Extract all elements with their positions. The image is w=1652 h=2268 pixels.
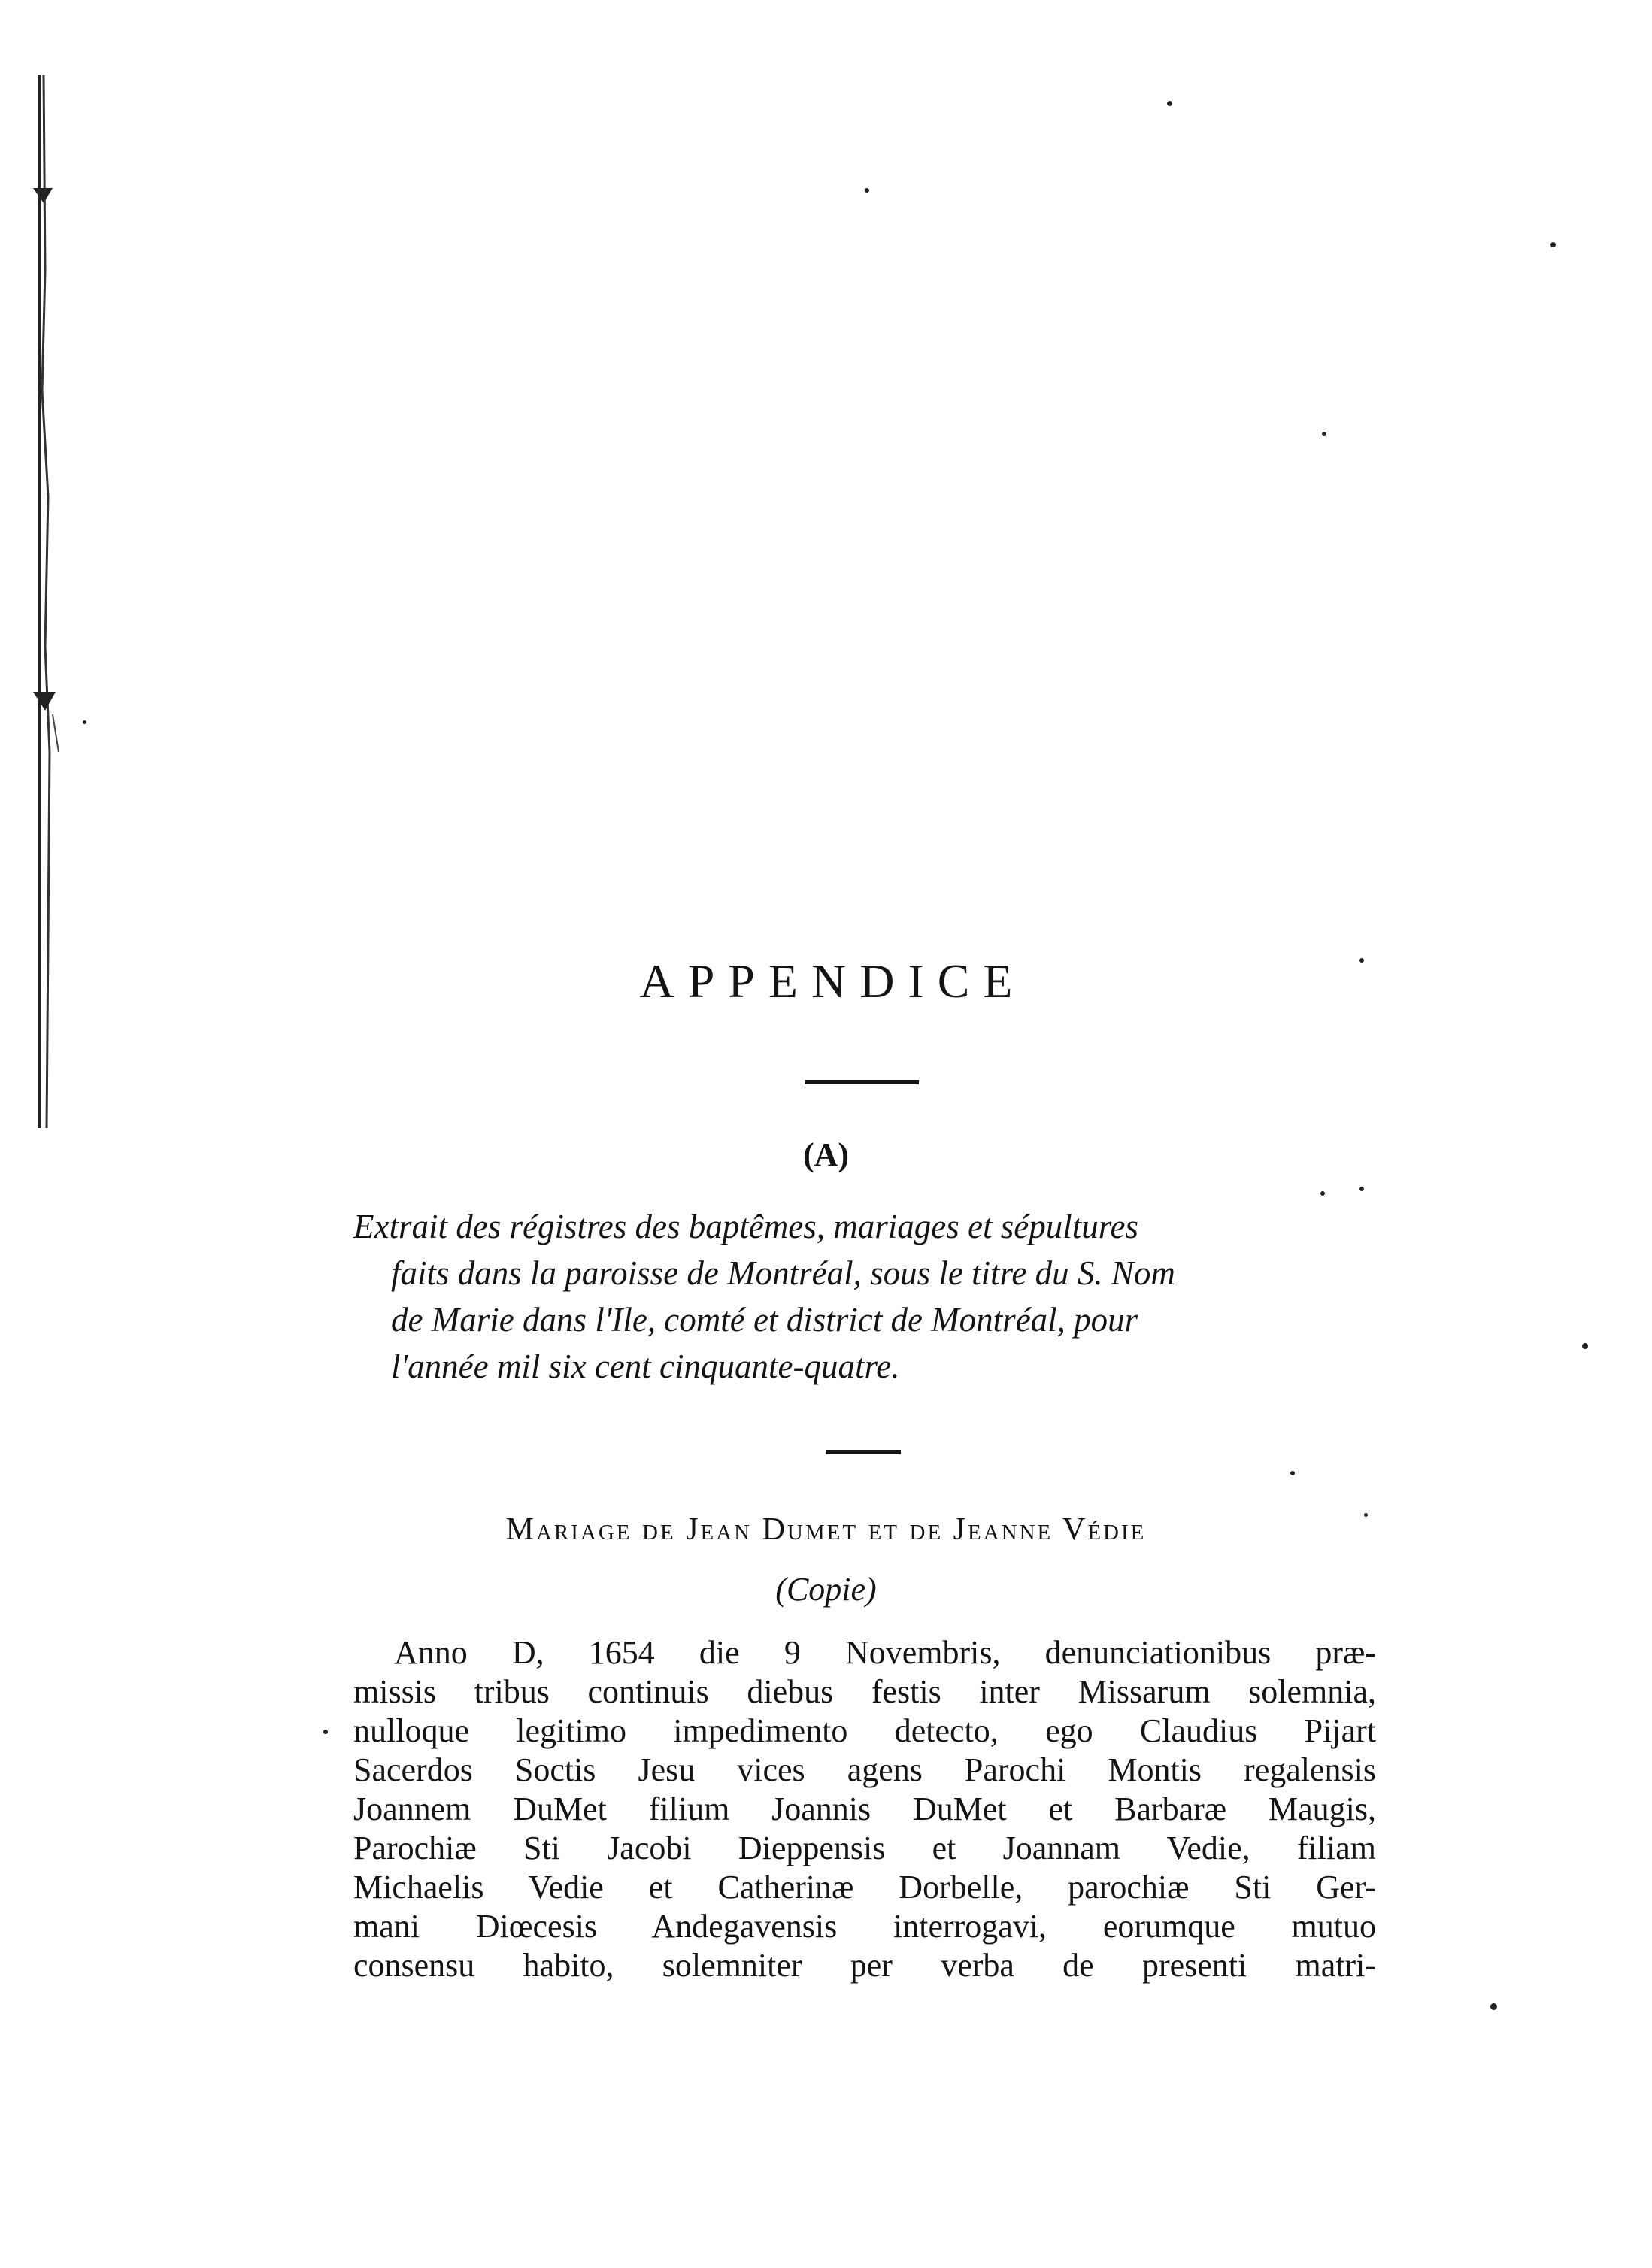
marriage-heading: Mariage de Jean Dumet et de Jeanne Védie [505, 1512, 1147, 1547]
record-line: mani Diœcesis Andegavensis interrogavi, eorumque mutuo [353, 1908, 1376, 1945]
section-label: (A) [802, 1136, 850, 1173]
record-line: Joannem DuMet filium Joannis DuMet et Barbaræ Maugis, [353, 1790, 1376, 1827]
ink-speck [1290, 1471, 1295, 1475]
ink-speck [1550, 242, 1556, 247]
intro-paragraph [353, 1203, 1376, 1390]
ink-speck [1320, 1191, 1325, 1196]
intro-line: Extrait des régistres des baptêmes, mariages et sépultures [353, 1208, 1139, 1245]
record-line: Sacerdos Soctis Jesu vices agens Parochi Montis regalensis [353, 1751, 1376, 1788]
intro-line: l'année mil six cent cinquante-quatre. [391, 1348, 900, 1385]
record-line: Parochiæ Sti Jacobi Dieppensis et Joannam Vedie, filiam [353, 1830, 1376, 1866]
ink-speck [83, 720, 86, 724]
record-line: Michaelis Vedie et Catherinæ Dorbelle, parochiæ Sti Ger- [353, 1869, 1376, 1906]
section-rule [826, 1450, 901, 1454]
marriage-record-text [353, 1633, 1376, 1985]
title-rule [805, 1080, 919, 1084]
ink-speck [865, 188, 869, 193]
record-line: nulloque legitimo impedimento detecto, ego Claudius Pijart [353, 1712, 1376, 1749]
ink-speck [1490, 2003, 1497, 2010]
appendix-title: APPENDICE [639, 954, 1026, 1008]
record-line: Anno D, 1654 die 9 Novembris, denunciationibus præ- [394, 1634, 1376, 1671]
ink-speck [1167, 101, 1172, 106]
record-line: missis tribus continuis diebus festis inter Missarum solemnia, [353, 1673, 1376, 1710]
ink-speck [1322, 432, 1326, 436]
intro-line: de Marie dans l'Ile, comté et district de Montréal, pour [391, 1301, 1138, 1339]
ink-speck [1359, 1187, 1364, 1191]
ink-speck [1582, 1343, 1588, 1349]
record-line: consensu habito, solemniter per verba de presenti matri- [353, 1947, 1376, 1984]
copie-label: (Copie) [775, 1571, 877, 1608]
ink-speck [323, 1730, 328, 1734]
intro-line: faits dans la paroisse de Montréal, sous le titre du S. Nom [391, 1254, 1175, 1292]
